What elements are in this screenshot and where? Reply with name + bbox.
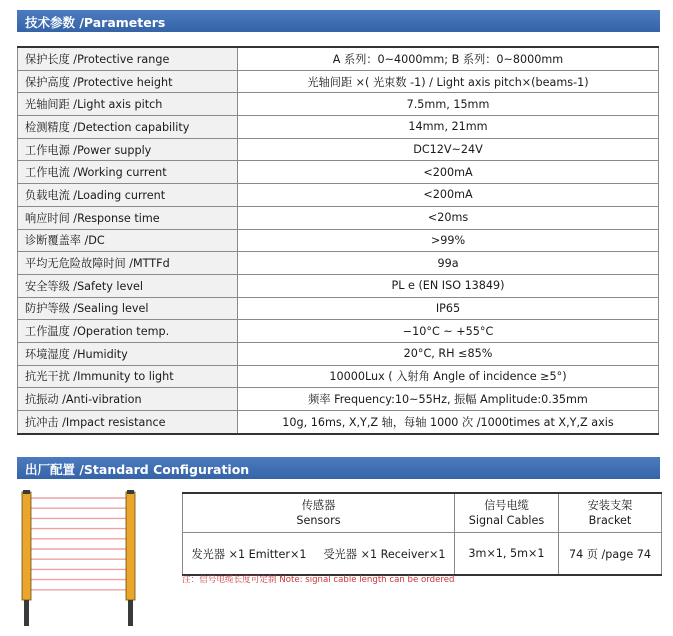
- bracket-value: 74 页 /page 74: [559, 533, 662, 576]
- header-cables-cn: 信号电缆: [484, 499, 529, 512]
- cable-length-note: 注：信号电缆长度可定制 Note: signal cable length can be ordered: [182, 575, 455, 585]
- parameter-value: 20°C, RH ≤85%: [238, 342, 659, 365]
- parameter-label: 安全等级 /Safety level: [18, 274, 238, 297]
- parameter-row: [18, 116, 659, 139]
- parameter-row: [18, 184, 659, 207]
- header-cables: [455, 493, 559, 533]
- receiver-cap-top: [127, 490, 134, 494]
- parameter-label: 响应时间 /Response time: [18, 206, 238, 229]
- header-cables-en: Signal Cables: [468, 514, 545, 527]
- light-beams: [31, 498, 126, 590]
- parameter-label: 保护长度 /Protective range: [18, 47, 238, 70]
- parameter-label: 工作电流 /Working current: [18, 161, 238, 184]
- parameter-value: 7.5mm, 15mm: [238, 93, 659, 116]
- parameter-value: 99a: [238, 252, 659, 275]
- parameter-label: 抗光干扰 /Immunity to light: [18, 365, 238, 388]
- parameter-label: 工作电源 /Power supply: [18, 138, 238, 161]
- receiver-column: [126, 492, 135, 600]
- parameter-value: 10g, 16ms, X,Y,Z 轴，每轴 1000 次 /1000times at X,Y,Z axis: [238, 411, 659, 434]
- configuration-header-bar: [17, 457, 660, 479]
- parameter-row: [18, 411, 659, 434]
- parameter-row: [18, 138, 659, 161]
- parameter-value: A 系列：0~4000mm; B 系列：0~8000mm: [238, 47, 659, 70]
- configuration-table: [182, 492, 662, 576]
- parameter-row: [18, 93, 659, 116]
- parameter-value: >99%: [238, 229, 659, 252]
- parameter-label: 检测精度 /Detection capability: [18, 116, 238, 139]
- emitter-cable: [24, 600, 29, 626]
- emitter-value: 发光器 ×1 Emitter×1: [191, 547, 307, 561]
- header-sensors: [183, 493, 455, 533]
- header-bracket-en: Bracket: [588, 514, 632, 527]
- emitter-cap-top: [23, 490, 30, 494]
- parameter-row: [18, 320, 659, 343]
- configuration-title: 出厂配置 /Standard Configuration: [25, 462, 250, 477]
- parameter-value: 光轴间距 ×( 光束数 -1) / Light axis pitch×(beams-1): [238, 70, 659, 93]
- parameters-header-bar: [17, 10, 660, 32]
- parameter-value: PL e (EN ISO 13849): [238, 274, 659, 297]
- emitter-column: [22, 492, 31, 600]
- parameter-row: [18, 161, 659, 184]
- parameter-label: 抗振动 /Anti-vibration: [18, 388, 238, 411]
- receiver-cable: [128, 600, 133, 626]
- parameter-row: [18, 47, 659, 70]
- parameter-label: 防护等级 /Sealing level: [18, 297, 238, 320]
- parameter-value: <200mA: [238, 161, 659, 184]
- parameter-row: [18, 388, 659, 411]
- parameter-value: 频率 Frequency:10~55Hz, 振幅 Amplitude:0.35mm: [238, 388, 659, 411]
- parameter-row: [18, 297, 659, 320]
- parameter-value: 14mm, 21mm: [238, 116, 659, 139]
- sensors-cell: [183, 533, 455, 576]
- parameters-table: [17, 46, 659, 435]
- parameter-row: [18, 342, 659, 365]
- parameter-row: [18, 252, 659, 275]
- parameter-label: 诊断覆盖率 /DC: [18, 229, 238, 252]
- safety-light-curtain-image: [18, 488, 148, 633]
- parameter-row: [18, 365, 659, 388]
- parameters-title: 技术参数 /Parameters: [25, 15, 166, 30]
- parameter-value: <20ms: [238, 206, 659, 229]
- header-bracket-cn: 安装支架: [587, 499, 633, 512]
- parameter-label: 工作温度 /Operation temp.: [18, 320, 238, 343]
- cables-value: 3m×1, 5m×1: [455, 533, 559, 576]
- parameter-label: 光轴间距 /Light axis pitch: [18, 93, 238, 116]
- parameter-row: [18, 229, 659, 252]
- parameter-value: −10°C ~ +55°C: [238, 320, 659, 343]
- receiver-value: 受光器 ×1 Receiver×1: [323, 547, 446, 561]
- parameter-row: [18, 206, 659, 229]
- parameter-value: DC12V~24V: [238, 138, 659, 161]
- parameter-label: 负载电流 /Loading current: [18, 184, 238, 207]
- parameter-label: 平均无危险故障时间 /MTTFd: [18, 252, 238, 275]
- header-sensors-en: Sensors: [296, 514, 341, 527]
- parameter-row: [18, 274, 659, 297]
- parameter-value: 10000Lux ( 入射角 Angle of incidence ≥5°): [238, 365, 659, 388]
- parameter-row: [18, 70, 659, 93]
- parameter-value: <200mA: [238, 184, 659, 207]
- header-bracket: [559, 493, 662, 533]
- parameter-value: IP65: [238, 297, 659, 320]
- header-sensors-cn: 传感器: [301, 499, 336, 512]
- parameter-label: 环境湿度 /Humidity: [18, 342, 238, 365]
- parameter-label: 抗冲击 /Impact resistance: [18, 411, 238, 434]
- parameter-label: 保护高度 /Protective height: [18, 70, 238, 93]
